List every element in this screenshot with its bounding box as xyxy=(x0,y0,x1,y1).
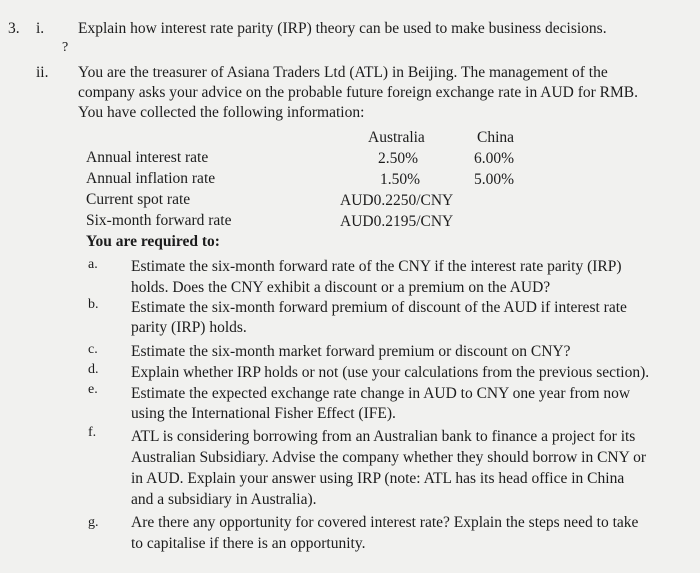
task-a-label: a. xyxy=(88,257,98,272)
task-b-line: parity (IRP) holds. xyxy=(131,319,247,336)
task-f-line: ATL is considering borrowing from an Australian bank to finance a project for its xyxy=(131,428,636,445)
task-f-label: f. xyxy=(88,425,97,440)
table-cell: AUD0.2195/CNY xyxy=(340,213,454,230)
part-ii-line-3: You have collected the following information: xyxy=(78,104,365,121)
part-i-label: i. xyxy=(36,20,45,37)
table-cell: AUD0.2250/CNY xyxy=(340,192,454,209)
part-ii-line-2: company asks your advice on the probable future foreign exchange rate in AUD for RMB. xyxy=(78,84,638,101)
task-b-label: b. xyxy=(88,297,99,312)
task-a-line: Estimate the six-month forward rate of the CNY if the interest rate parity (IRP) xyxy=(131,258,622,275)
task-c-line: Estimate the six-month market forward premium or discount on CNY? xyxy=(131,343,571,360)
table-cell: 2.50% xyxy=(378,150,419,167)
table-row-label: Current spot rate xyxy=(86,191,191,208)
task-a-line: holds. Does the CNY exhibit a discount or a premium on the AUD? xyxy=(131,279,551,296)
task-b-line: Estimate the six-month forward premium of discount of the AUD if interest rate xyxy=(131,299,627,316)
table-header-china: China xyxy=(477,129,515,146)
task-e-label: e. xyxy=(88,382,98,397)
task-g-label: g. xyxy=(88,515,99,530)
task-f-line: and a subsidiary in Australia). xyxy=(131,491,317,508)
task-f-line: in AUD. Explain your answer using IRP (note: ATL has its head office in China xyxy=(131,470,625,487)
task-d-line: Explain whether IRP holds or not (use your calculations from the previous section). xyxy=(131,364,650,381)
task-g-line: to capitalise if there is an opportunity. xyxy=(131,535,366,552)
part-i-text: Explain how interest rate parity (IRP) theory can be used to make business decisions. xyxy=(78,20,607,37)
task-d-label: d. xyxy=(88,362,99,377)
table-cell: 5.00% xyxy=(474,171,515,188)
part-ii-line-1: You are the treasurer of Asiana Traders Ltd (ATL) in Beijing. The management of the xyxy=(78,64,608,81)
table-header-australia: Australia xyxy=(368,129,425,146)
task-e-line: using the International Fisher Effect (IFE). xyxy=(131,405,396,422)
required-heading: You are required to: xyxy=(86,233,220,250)
table-cell: 1.50% xyxy=(380,171,421,188)
table-row-label: Annual inflation rate xyxy=(86,170,216,187)
task-g-line: Are there any opportunity for covered interest rate? Explain the steps need to take xyxy=(131,514,639,531)
table-row-label: Six-month forward rate xyxy=(86,212,232,229)
task-e-line: Estimate the expected exchange rate change in AUD to CNY one year from now xyxy=(131,385,631,402)
part-ii-label: ii. xyxy=(36,64,49,81)
table-row-label: Annual interest rate xyxy=(86,149,209,166)
task-c-label: c. xyxy=(88,342,98,357)
question-marker: ? xyxy=(62,40,69,55)
task-f-line: Australian Subsidiary. Advise the company whether they should borrow in CNY or xyxy=(131,449,647,466)
question-number: 3. xyxy=(8,20,20,37)
table-cell: 6.00% xyxy=(474,150,515,167)
